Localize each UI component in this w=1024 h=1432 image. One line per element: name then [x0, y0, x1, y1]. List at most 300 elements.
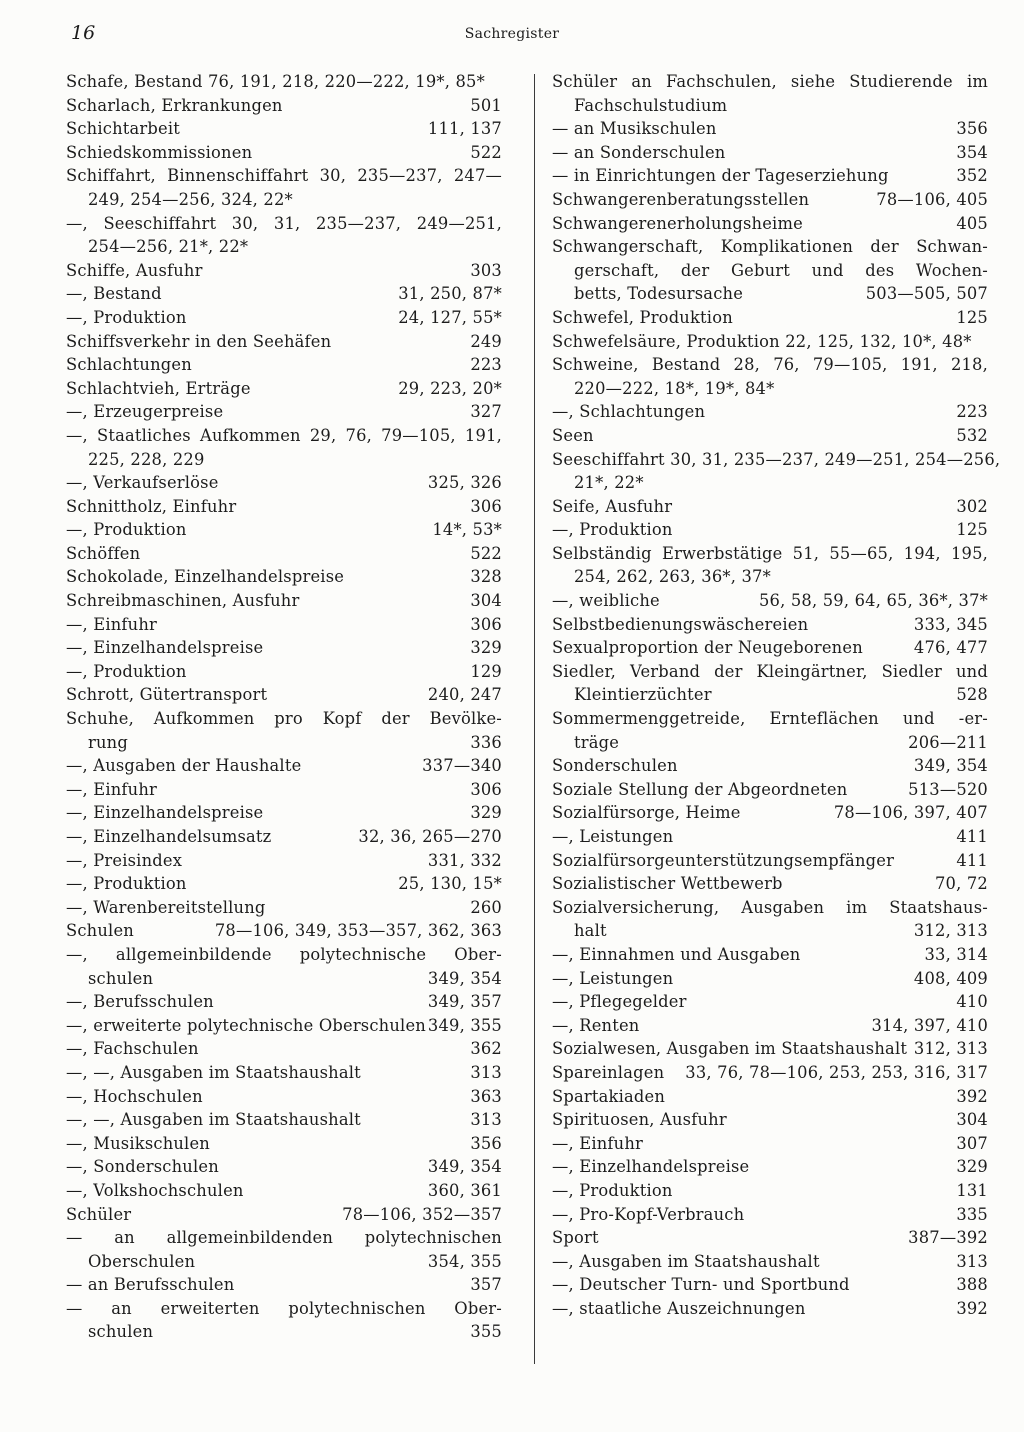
- index-term: gerschaft, der Geburt und des Wochen-: [574, 260, 988, 280]
- index-entry-line: [66, 754, 502, 778]
- index-term: 220—222, 18*, 19*, 84*: [574, 378, 775, 398]
- index-entry: [66, 1132, 502, 1156]
- index-entry-line: [66, 94, 502, 118]
- index-entry: [66, 70, 502, 94]
- index-entry-line: [552, 1297, 988, 1321]
- index-entry-line: [552, 1250, 988, 1274]
- index-page-refs: 302: [956, 496, 988, 516]
- index-entry: [66, 589, 502, 613]
- index-entry-line: [66, 613, 502, 637]
- index-entry-line: [552, 967, 988, 991]
- index-entry: [66, 636, 502, 660]
- index-term: —, Einnahmen und Ausgaben: [552, 944, 801, 964]
- index-term: —, Pflegegelder: [552, 992, 687, 1012]
- index-page-refs: 387—392: [908, 1228, 988, 1248]
- index-term: Sonderschulen: [552, 756, 678, 776]
- index-entry-line: [66, 565, 502, 589]
- index-page-refs: 111, 137: [427, 119, 502, 139]
- index-entry-continuation: [66, 1250, 502, 1274]
- index-entry-line: [66, 542, 502, 566]
- index-entry-line: [66, 1179, 502, 1203]
- index-entry: [66, 1203, 502, 1227]
- index-entry: [552, 330, 988, 354]
- index-entry-line: [552, 188, 988, 212]
- index-entry: [66, 872, 502, 896]
- index-entry-line: [552, 424, 988, 448]
- index-page-refs: 335: [956, 1204, 988, 1224]
- index-entry: [66, 1108, 502, 1132]
- index-entry: [552, 660, 988, 707]
- index-entry-line: [66, 1226, 502, 1250]
- index-term: —, Ausgaben der Haushalte: [66, 756, 302, 776]
- index-entry-line: [552, 778, 988, 802]
- index-page-refs: 249: [470, 331, 502, 351]
- index-entry-line: [66, 825, 502, 849]
- index-entry-line: [66, 1108, 502, 1132]
- index-entry-line: [552, 164, 988, 188]
- index-term: rung: [88, 732, 128, 752]
- index-page-refs: 503—505, 507: [865, 284, 988, 304]
- index-entry-line: [552, 1179, 988, 1203]
- index-entry: [552, 825, 988, 849]
- index-term: —, Verkaufserlöse: [66, 473, 219, 493]
- index-page-refs: 303: [470, 260, 502, 280]
- index-entry: [552, 495, 988, 519]
- index-entry: [66, 1273, 502, 1297]
- index-term: —, Produktion: [552, 520, 673, 540]
- index-entry-line: [552, 306, 988, 330]
- index-term: schulen: [88, 968, 154, 988]
- index-entry-line: [66, 117, 502, 141]
- index-entry: [552, 778, 988, 802]
- index-entry: [552, 1037, 988, 1061]
- index-entry-continuation: [552, 282, 988, 306]
- index-term: Schuhe, Aufkommen pro Kopf der Bevölke-: [66, 709, 502, 729]
- index-page-refs: 14*, 53*: [432, 520, 502, 540]
- index-page-refs: 357: [470, 1275, 502, 1295]
- index-term: —, Erzeugerpreise: [66, 402, 224, 422]
- index-entry: [66, 1061, 502, 1085]
- index-page-refs: 333, 345: [913, 614, 988, 634]
- index-entry: [66, 542, 502, 566]
- index-entry: [66, 282, 502, 306]
- index-term: Spirituosen, Ausfuhr: [552, 1110, 727, 1130]
- index-term: Sommermenggetreide, Ernteflächen und -er-: [552, 709, 988, 729]
- index-entry: [66, 707, 502, 754]
- index-term: Schöffen: [66, 543, 141, 563]
- index-term: 249, 254—256, 324, 22*: [88, 189, 293, 209]
- index-term: — an Sonderschulen: [552, 142, 726, 162]
- index-page-refs: 313: [956, 1251, 988, 1271]
- index-term: —, Einfuhr: [66, 614, 157, 634]
- index-entry-continuation: [552, 259, 988, 283]
- index-term: —, Preisindex: [66, 850, 183, 870]
- index-entry-line: [552, 330, 988, 354]
- index-entry-line: [552, 896, 988, 920]
- index-page-refs: 312, 313: [913, 1039, 988, 1059]
- index-term: Selbstbedienungswäschereien: [552, 614, 809, 634]
- index-entry-line: [552, 1014, 988, 1038]
- index-entry-line: [552, 141, 988, 165]
- index-entry: [66, 471, 502, 495]
- index-term: —, Deutscher Turn- und Sportbund: [552, 1275, 850, 1295]
- index-entry-line: [552, 872, 988, 896]
- index-column-right: [552, 70, 1001, 1320]
- index-page-refs: 410: [956, 992, 988, 1012]
- index-entry: [552, 801, 988, 825]
- index-term: — an allgemeinbildenden polytechnischen: [66, 1228, 502, 1248]
- index-entry: [552, 70, 988, 117]
- index-entry: [552, 117, 988, 141]
- index-entry-line: [552, 660, 988, 684]
- index-entry: [66, 1014, 502, 1038]
- index-entry: [66, 943, 502, 990]
- index-entry-line: [66, 259, 502, 283]
- index-page-refs: 522: [470, 543, 502, 563]
- index-page-refs: 25, 130, 15*: [398, 874, 502, 894]
- index-term: betts, Todesursache: [574, 284, 744, 304]
- index-entry-line: [66, 990, 502, 1014]
- index-term: Seife, Ausfuhr: [552, 496, 673, 516]
- index-page-refs: 304: [956, 1110, 988, 1130]
- index-term: —, allgemeinbildende polytechnische Ober-: [66, 944, 502, 964]
- index-entry-continuation: [552, 471, 988, 495]
- index-page-refs: 513—520: [908, 779, 988, 799]
- index-term: Schwangerenerholungsheime: [552, 213, 803, 233]
- index-entry: [552, 990, 988, 1014]
- index-term: —, Produktion: [66, 307, 187, 327]
- index-entry-line: [552, 1155, 988, 1179]
- index-entry-line: [66, 330, 502, 354]
- index-entry-line: [66, 801, 502, 825]
- index-entry-line: [66, 636, 502, 660]
- index-entry-line: [66, 1085, 502, 1109]
- index-term: 225, 228, 229: [88, 449, 205, 469]
- index-entry: [552, 353, 988, 400]
- index-entry-line: [66, 1203, 502, 1227]
- index-entry: [552, 448, 1001, 495]
- index-entry-line: [552, 990, 988, 1014]
- index-term: —, weibliche: [552, 591, 660, 611]
- index-entry-line: [66, 943, 502, 967]
- index-entry: [552, 636, 988, 660]
- index-term: Schwefelsäure, Produktion 22, 125, 132, 10*, 48*: [552, 331, 972, 351]
- index-entry-line: [66, 518, 502, 542]
- index-entry-line: [552, 1203, 988, 1227]
- index-page-refs: 356: [956, 119, 988, 139]
- index-term: —, Musikschulen: [66, 1133, 210, 1153]
- index-entry: [66, 424, 502, 471]
- index-page-refs: 476, 477: [913, 638, 988, 658]
- index-page-refs: 260: [470, 897, 502, 917]
- index-page-refs: 313: [470, 1110, 502, 1130]
- index-page-refs: 240, 247: [427, 685, 502, 705]
- index-term: —, Warenbereitstellung: [66, 897, 266, 917]
- index-term: Schiffe, Ausfuhr: [66, 260, 203, 280]
- index-term: —, Einzelhandelspreise: [552, 1157, 750, 1177]
- index-page-refs: 411: [956, 850, 988, 870]
- index-entry-line: [552, 849, 988, 873]
- index-term: Sozialfürsorge, Heime: [552, 803, 741, 823]
- index-entry-line: [552, 754, 988, 778]
- index-entry-line: [552, 400, 988, 424]
- index-entry-line: [552, 1132, 988, 1156]
- index-page-refs: 352: [956, 166, 988, 186]
- index-entry-line: [66, 495, 502, 519]
- index-entry: [552, 1203, 988, 1227]
- index-entry-line: [552, 801, 988, 825]
- index-term: —, —, Ausgaben im Staatshaushalt: [66, 1110, 361, 1130]
- index-entry: [552, 967, 988, 991]
- index-entry-line: [66, 212, 502, 236]
- index-term: Schüler: [66, 1204, 132, 1224]
- index-page-refs: 328: [470, 567, 502, 587]
- index-entry: [552, 1273, 988, 1297]
- index-term: Sport: [552, 1228, 599, 1248]
- index-term: 254, 262, 263, 36*, 37*: [574, 567, 771, 587]
- index-entry-line: [552, 117, 988, 141]
- index-term: Schwangerschaft, Komplikationen der Schwan-: [552, 237, 988, 257]
- index-page-refs: 78—106, 405: [876, 189, 988, 209]
- index-entry: [552, 212, 988, 236]
- index-term: Kleintierzüchter: [574, 685, 712, 705]
- index-term: 254—256, 21*, 22*: [88, 237, 249, 257]
- index-entry-line: [66, 70, 502, 94]
- index-page-refs: 329: [470, 803, 502, 823]
- index-term: —, staatliche Auszeichnungen: [552, 1298, 806, 1318]
- index-page-refs: 70, 72: [935, 874, 988, 894]
- running-title: Sachregister: [464, 26, 560, 42]
- index-entry-line: [66, 589, 502, 613]
- index-term: —, Renten: [552, 1015, 640, 1035]
- index-term: — in Einrichtungen der Tageserziehung: [552, 166, 889, 186]
- index-page-refs: 327: [470, 402, 502, 422]
- index-entry-line: [66, 353, 502, 377]
- index-term: träge: [574, 732, 620, 752]
- index-term: Schulen: [66, 921, 134, 941]
- index-term: Schlachtungen: [66, 355, 192, 375]
- index-entry-line: [552, 707, 988, 731]
- index-page-refs: 522: [470, 142, 502, 162]
- index-page-refs: 363: [470, 1086, 502, 1106]
- index-entry: [552, 164, 988, 188]
- index-term: —, Produktion: [66, 661, 187, 681]
- index-entry-line: [66, 400, 502, 424]
- index-entry: [66, 613, 502, 637]
- index-entry: [66, 778, 502, 802]
- index-page-refs: 306: [470, 779, 502, 799]
- index-term: —, Leistungen: [552, 827, 674, 846]
- index-entry: [66, 825, 502, 849]
- index-entry-line: [552, 542, 988, 566]
- index-entry: [552, 1226, 988, 1250]
- index-entry: [552, 1085, 988, 1109]
- index-entry: [552, 518, 988, 542]
- index-term: Spareinlagen: [552, 1062, 665, 1082]
- index-term: —, Berufsschulen: [66, 992, 214, 1012]
- index-page-refs: 392: [956, 1086, 988, 1106]
- index-entry-line: [66, 1061, 502, 1085]
- index-term: Schlachtvieh, Erträge: [66, 378, 251, 398]
- index-entry: [552, 1179, 988, 1203]
- index-page-refs: 306: [470, 496, 502, 516]
- index-entry: [66, 1085, 502, 1109]
- index-entry: [66, 377, 502, 401]
- index-entry: [552, 1155, 988, 1179]
- index-entry: [552, 141, 988, 165]
- index-entry: [552, 1297, 988, 1321]
- index-entry-line: [552, 353, 988, 377]
- index-term: Schnittholz, Einfuhr: [66, 496, 237, 516]
- index-page-refs: 411: [956, 827, 988, 846]
- index-entry: [552, 1014, 988, 1038]
- index-term: Siedler, Verband der Kleingärtner, Siedler und: [552, 661, 988, 681]
- index-page-refs: 337—340: [422, 756, 502, 776]
- index-term: Schüler an Fachschulen, siehe Studierende im: [552, 72, 988, 91]
- index-page-refs: 313: [470, 1062, 502, 1082]
- index-term: Schichtarbeit: [66, 119, 181, 139]
- index-entry: [552, 1061, 988, 1085]
- index-entry: [66, 330, 502, 354]
- index-entry: [66, 1179, 502, 1203]
- index-term: Sexualproportion der Neugeborenen: [552, 638, 863, 658]
- index-term: Schreibmaschinen, Ausfuhr: [66, 591, 300, 611]
- index-entry-line: [66, 660, 502, 684]
- index-page-refs: 331, 332: [427, 850, 502, 870]
- index-entry: [66, 1155, 502, 1179]
- index-page-refs: 56, 58, 59, 64, 65, 36*, 37*: [758, 591, 988, 611]
- index-page-refs: 24, 127, 55*: [398, 307, 502, 327]
- index-entry-line: [552, 1273, 988, 1297]
- index-entry-line: [66, 1037, 502, 1061]
- index-term: —, —, Ausgaben im Staatshaushalt: [66, 1062, 361, 1082]
- index-entry-line: [66, 1014, 502, 1038]
- index-term: —, erweiterte polytechnische Oberschulen: [66, 1015, 426, 1035]
- index-term: —, Produktion: [66, 520, 187, 540]
- index-page-refs: 32, 36, 265—270: [358, 827, 502, 846]
- index-page-refs: 312, 313: [913, 921, 988, 941]
- index-page-refs: 307: [956, 1133, 988, 1153]
- index-entry-continuation: [66, 967, 502, 991]
- index-term: —, Produktion: [66, 874, 187, 894]
- index-entry: [66, 164, 502, 211]
- index-term: 21*, 22*: [574, 473, 644, 493]
- index-entry-continuation: [552, 565, 988, 589]
- index-entry: [552, 1132, 988, 1156]
- index-term: Schwangerenberatungsstellen: [552, 189, 810, 209]
- index-entry: [66, 400, 502, 424]
- index-entry: [66, 518, 502, 542]
- index-entry: [552, 613, 988, 637]
- index-entry-line: [552, 495, 988, 519]
- index-entry: [552, 943, 988, 967]
- index-entry-line: [66, 1132, 502, 1156]
- index-page-refs: 78—106, 352—357: [342, 1204, 502, 1224]
- index-page-refs: 329: [956, 1157, 988, 1177]
- index-entry-line: [66, 164, 502, 188]
- index-entry: [552, 424, 988, 448]
- index-entry: [66, 801, 502, 825]
- index-page-refs: 349, 357: [427, 992, 502, 1012]
- index-entry-continuation: [552, 919, 988, 943]
- index-entry-continuation: [552, 377, 988, 401]
- index-entry-line: [66, 849, 502, 873]
- index-term: halt: [574, 921, 607, 941]
- index-page-refs: 223: [956, 402, 988, 422]
- index-column-left: [66, 70, 502, 1344]
- column-divider: [534, 74, 535, 1364]
- index-page-refs: 33, 76, 78—106, 253, 253, 316, 317: [685, 1062, 988, 1082]
- index-term: —, Fachschulen: [66, 1039, 199, 1059]
- index-term: Schokolade, Einzelhandelspreise: [66, 567, 345, 587]
- index-entry-continuation: [66, 1320, 502, 1344]
- index-term: —, Pro-Kopf-Verbrauch: [552, 1204, 745, 1224]
- index-entry: [66, 117, 502, 141]
- index-term: Schrott, Gütertransport: [66, 685, 268, 705]
- index-page-refs: 355: [470, 1322, 502, 1342]
- index-page-refs: 129: [470, 661, 502, 681]
- index-entry-line: [66, 872, 502, 896]
- index-page-refs: 349, 355: [427, 1015, 502, 1035]
- index-entry-line: [552, 1061, 988, 1085]
- index-term: — an Berufsschulen: [66, 1275, 235, 1295]
- index-page-refs: 29, 223, 20*: [398, 378, 502, 398]
- index-term: —, Bestand: [66, 284, 162, 304]
- index-entry: [552, 1250, 988, 1274]
- index-entry-line: [66, 683, 502, 707]
- index-entry-line: [552, 1085, 988, 1109]
- index-entry: [66, 1226, 502, 1273]
- index-entry-line: [66, 282, 502, 306]
- index-term: —, Einzelhandelspreise: [66, 638, 264, 658]
- index-entry-line: [552, 518, 988, 542]
- index-term: Schiffahrt, Binnenschiffahrt 30, 235—237, 247—: [66, 166, 502, 186]
- index-page-refs: 360, 361: [427, 1180, 502, 1200]
- index-page-refs: 405: [956, 213, 988, 233]
- index-term: —, Schlachtungen: [552, 402, 706, 422]
- index-page-refs: 31, 250, 87*: [398, 284, 502, 304]
- index-term: —, Einfuhr: [552, 1133, 643, 1153]
- index-term: —, Produktion: [552, 1180, 673, 1200]
- index-entry-line: [66, 306, 502, 330]
- index-entry-line: [552, 1226, 988, 1250]
- index-entry: [552, 872, 988, 896]
- index-term: Scharlach, Erkrankungen: [66, 95, 283, 115]
- index-entry-line: [552, 1108, 988, 1132]
- index-entry-line: [66, 919, 502, 943]
- index-entry-line: [66, 1273, 502, 1297]
- index-term: Sozialversicherung, Ausgaben im Staatshaus-: [552, 897, 988, 917]
- index-page-refs: 314, 397, 410: [871, 1015, 988, 1035]
- index-entry: [66, 565, 502, 589]
- index-page-refs: 306: [470, 614, 502, 634]
- index-entry-continuation: [66, 235, 502, 259]
- index-page-refs: 223: [470, 355, 502, 375]
- index-entry-line: [66, 707, 502, 731]
- index-page-refs: 78—106, 349, 353—357, 362, 363: [214, 921, 502, 941]
- index-page-refs: 131: [956, 1180, 988, 1200]
- index-entry: [552, 1108, 988, 1132]
- index-term: —, Ausgaben im Staatshaushalt: [552, 1251, 820, 1271]
- index-entry-continuation: [552, 683, 988, 707]
- index-entry-line: [552, 943, 988, 967]
- index-term: Schweine, Bestand 28, 76, 79—105, 191, 218,: [552, 355, 988, 375]
- index-entry-line: [552, 589, 988, 613]
- index-page-refs: 125: [956, 520, 988, 540]
- index-entry: [66, 1297, 502, 1344]
- index-page-refs: 349, 354: [427, 1157, 502, 1177]
- index-page-refs: 392: [956, 1298, 988, 1318]
